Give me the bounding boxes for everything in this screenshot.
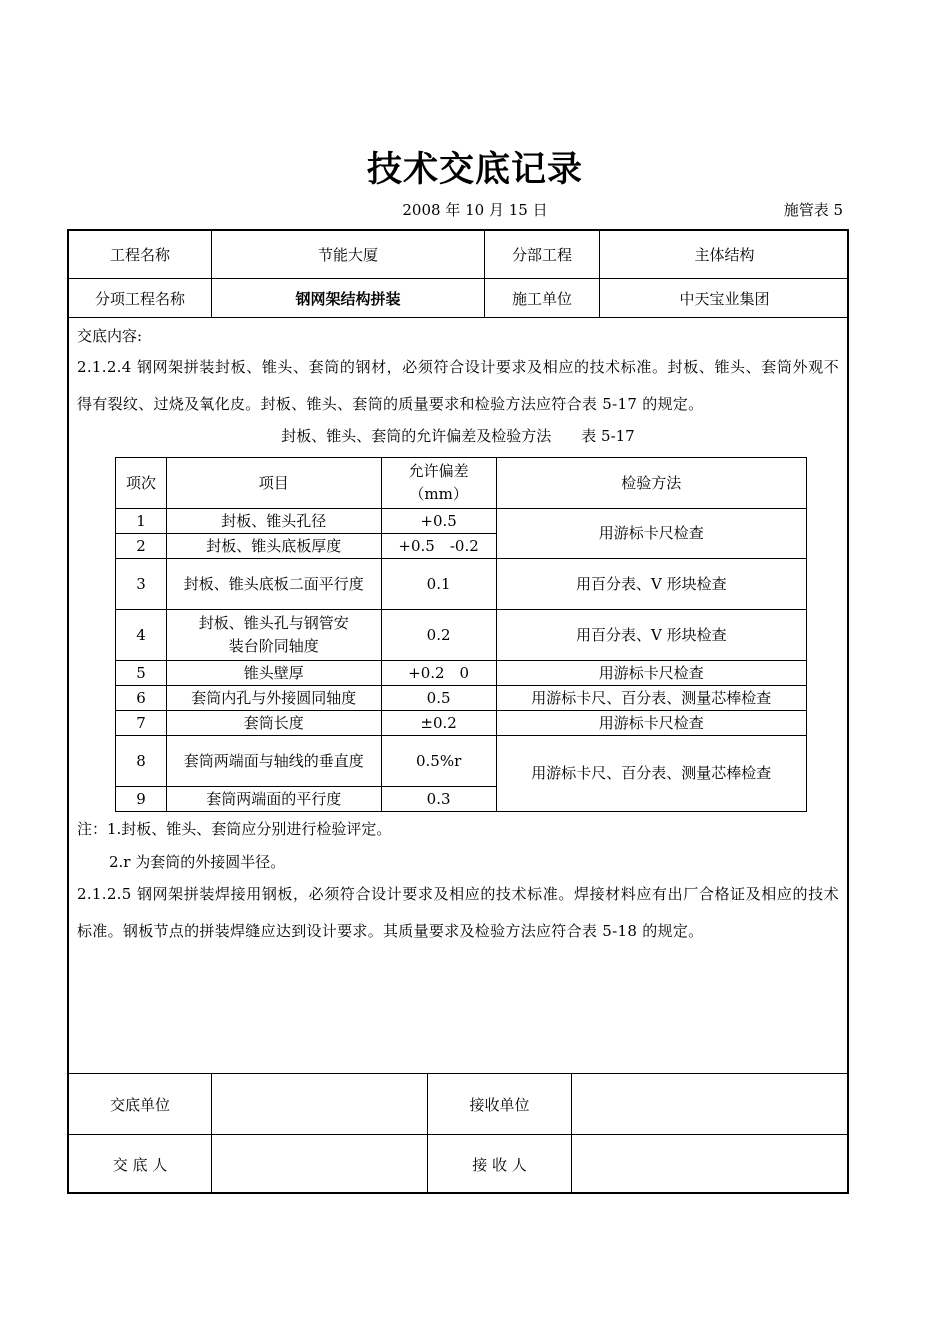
table-row [116, 509, 807, 534]
table-row [116, 686, 807, 711]
row-method: 用游标卡尺、百分表、测量芯棒检查 [496, 686, 806, 711]
row-index: 1 [116, 509, 167, 534]
table-row [116, 736, 807, 787]
row-item: 封板、锥头底板二面平行度 [166, 559, 381, 610]
row-index: 6 [116, 686, 167, 711]
issuer-person-field[interactable] [212, 1135, 427, 1194]
row-item: 封板、锥头孔径 [166, 509, 381, 534]
issuer-unit-label: 交底单位 [109, 1095, 170, 1114]
row-index: 3 [116, 559, 167, 610]
row-index: 7 [116, 711, 167, 736]
form-number: 施管表 5 [783, 201, 843, 219]
project-name-value: 节能大厦 [317, 246, 378, 264]
row-item: 套筒内孔与外接圆同轴度 [166, 686, 381, 711]
record-form [67, 229, 849, 1194]
project-name-label: 工程名称 [109, 246, 170, 264]
note-1: 注：1.封板、锥头、套筒应分别进行检验评定。 [77, 820, 392, 838]
contractor-label: 施工单位 [511, 289, 572, 308]
row-method: 用百分表、V 形块检查 [496, 559, 806, 610]
row-tolerance: ±0.2 [381, 711, 496, 736]
tolerance-table [115, 457, 807, 812]
content-label: 交底内容: [77, 327, 143, 345]
row-tolerance: +0.5 -0.2 [381, 534, 496, 559]
table-row [116, 661, 807, 686]
row-index: 8 [116, 736, 167, 787]
row-item: 套筒两端面与轴线的垂直度 [166, 736, 381, 787]
row-index: 4 [116, 610, 167, 661]
subitem-value: 钢网架结构拼装 [295, 289, 401, 308]
row-tolerance: +0.5 [381, 509, 496, 534]
table-header-method: 检验方法 [496, 458, 806, 509]
row-tolerance: 0.5%r [381, 736, 496, 787]
document-date: 2008 年 10 月 15 日 [402, 201, 548, 219]
row-method: 用游标卡尺检查 [496, 661, 806, 686]
row-item: 套筒长度 [166, 711, 381, 736]
row-method: 用游标卡尺检查 [496, 509, 806, 559]
receiver-person-label: 接 收 人 [472, 1156, 527, 1174]
row-tolerance: 0.2 [381, 610, 496, 661]
division-value: 主体结构 [694, 246, 755, 264]
table-header-index: 项次 [116, 458, 167, 509]
row-tolerance: 0.5 [381, 686, 496, 711]
note-2: 2.r 为套筒的外接圆半径。 [109, 853, 286, 871]
receiver-unit-field[interactable] [572, 1074, 849, 1134]
row-item: 封板、锥头底板厚度 [166, 534, 381, 559]
receiver-person-field[interactable] [572, 1135, 849, 1194]
row-tolerance: 0.3 [381, 787, 496, 812]
row-item: 封板、锥头孔与钢管安装台阶同轴度 [166, 610, 381, 661]
row-method: 用游标卡尺、百分表、测量芯棒检查 [496, 736, 806, 812]
row-index: 9 [116, 787, 167, 812]
row-tolerance: 0.1 [381, 559, 496, 610]
table-row [116, 559, 807, 610]
row-item: 锥头壁厚 [166, 661, 381, 686]
contractor-value: 中天宝业集团 [679, 289, 770, 308]
table-caption: 封板、锥头、套筒的允许偏差及检验方法 表 5-17 [281, 427, 635, 445]
row-method: 用游标卡尺检查 [496, 711, 806, 736]
row-item: 套筒两端面的平行度 [166, 787, 381, 812]
table-header-item: 项目 [166, 458, 381, 509]
table-row [116, 711, 807, 736]
row-tolerance: +0.2 0 [381, 661, 496, 686]
table-row [116, 610, 807, 661]
table-header-tolerance: 允许偏差（mm） [381, 458, 496, 509]
content-paragraph-1: 2.1.2.4 钢网架拼装封板、锥头、套筒的钢材，必须符合设计要求及相应的技术标准。封板、锥头、套筒外观不得有裂纹、过烧及氧化皮。封板、锥头、套筒的质量要求和检验方法应符合表 5-17 的规定。 [77, 358, 839, 413]
division-label: 分部工程 [511, 246, 572, 264]
subitem-label: 分项工程名称 [94, 289, 185, 308]
issuer-person-label: 交 底 人 [112, 1156, 168, 1174]
issuer-unit-field[interactable] [212, 1074, 427, 1134]
row-index: 2 [116, 534, 167, 559]
row-index: 5 [116, 661, 167, 686]
row-method: 用百分表、V 形块检查 [496, 610, 806, 661]
receiver-unit-label: 接收单位 [469, 1095, 530, 1114]
content-paragraph-2: 2.1.2.5 钢网架拼装焊接用钢板，必须符合设计要求及相应的技术标准。焊接材料应有出厂合格证及相应的技术标准。钢板节点的拼装焊缝应达到设计要求。其质量要求及检验方法应符合表 5-18 的规定。 [77, 885, 839, 940]
document-title: 技术交底记录 [366, 150, 583, 190]
